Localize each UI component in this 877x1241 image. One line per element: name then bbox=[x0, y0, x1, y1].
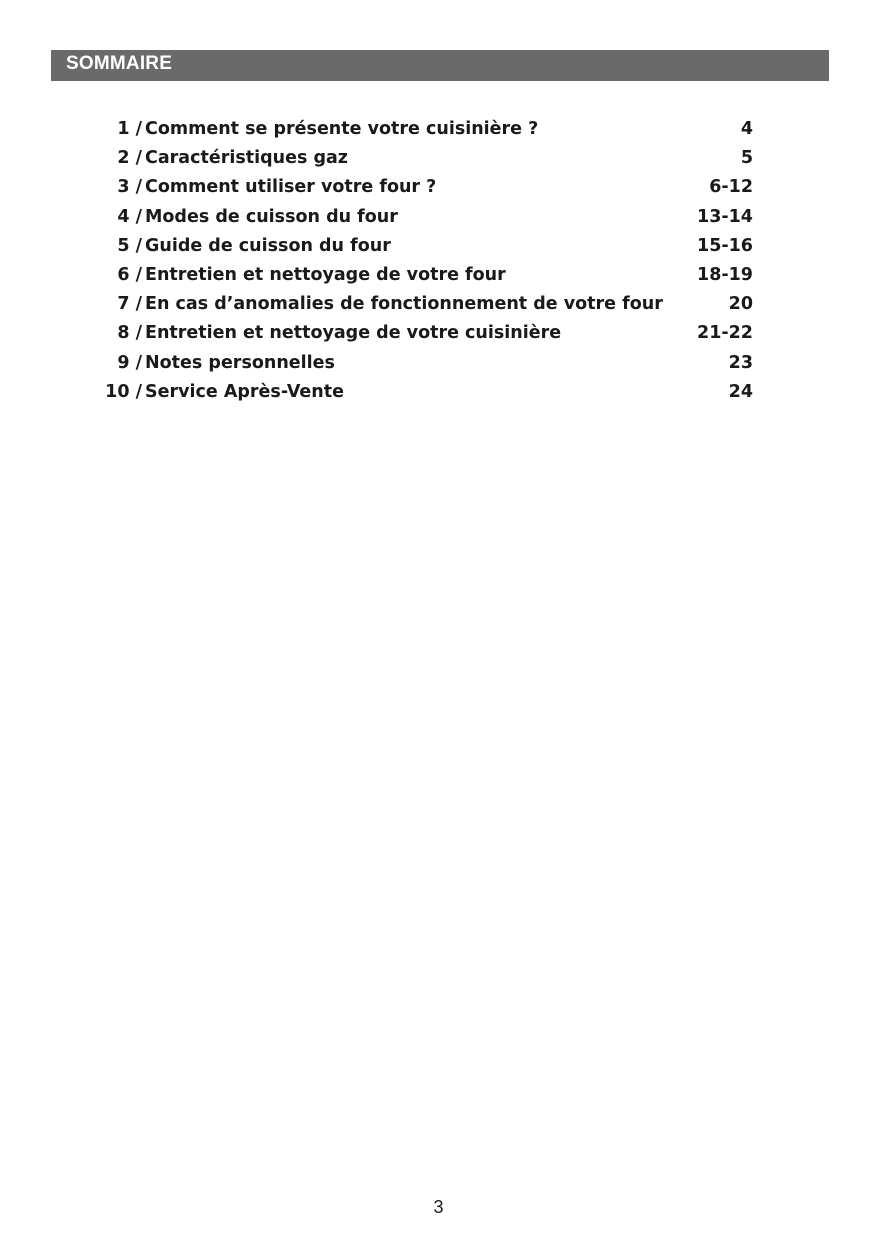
toc-entry-page: 24 bbox=[728, 381, 753, 402]
toc-entry[interactable] bbox=[0, 291, 877, 320]
toc-entry[interactable] bbox=[0, 116, 877, 145]
toc-entry[interactable] bbox=[0, 350, 877, 379]
toc-entry[interactable] bbox=[0, 174, 877, 203]
toc-entry-page: 15-16 bbox=[697, 235, 753, 256]
toc-entry-page: 20 bbox=[728, 294, 753, 315]
toc-entry-page: 13-14 bbox=[697, 206, 753, 227]
toc-entry-number: 3 / bbox=[117, 177, 142, 198]
section-title: SOMMAIRE bbox=[66, 53, 173, 74]
toc-entry-number: 8 / bbox=[117, 323, 142, 344]
toc-entry-page: 21-22 bbox=[697, 323, 753, 344]
toc-entry-page: 23 bbox=[728, 352, 753, 373]
toc-entry-number: 5 / bbox=[117, 235, 142, 256]
toc-entry[interactable] bbox=[0, 204, 877, 233]
toc-entry-title: Service Après-Vente bbox=[145, 381, 344, 402]
toc-entry-number: 4 / bbox=[117, 206, 142, 227]
toc-entry-title: Modes de cuisson du four bbox=[145, 206, 398, 227]
toc-entry[interactable] bbox=[0, 233, 877, 262]
toc-entry-title: Comment se présente votre cuisinière ? bbox=[145, 119, 539, 139]
toc-entry-title: Entretien et nettoyage de votre cuisinière bbox=[145, 323, 562, 344]
toc-entry[interactable] bbox=[0, 379, 877, 408]
table-of-contents bbox=[0, 116, 877, 408]
toc-entry-page: 18-19 bbox=[697, 264, 753, 285]
toc-entry-page: 5 bbox=[740, 148, 753, 169]
toc-entry-title: En cas d’anomalies de fonctionnement de votre four bbox=[145, 294, 663, 315]
toc-entry-number: 9 / bbox=[117, 352, 142, 373]
section-header-bar bbox=[51, 50, 829, 81]
toc-entry-page: 6-12 bbox=[709, 177, 753, 198]
toc-entry-title: Guide de cuisson du four bbox=[145, 235, 391, 256]
toc-entry[interactable] bbox=[0, 262, 877, 291]
toc-entry-page: 4 bbox=[740, 119, 753, 139]
toc-entry-title: Notes personnelles bbox=[145, 352, 335, 373]
page-number: 3 bbox=[433, 1197, 444, 1217]
toc-entry-number: 6 / bbox=[117, 264, 142, 285]
toc-entry-title: Entretien et nettoyage de votre four bbox=[145, 264, 506, 285]
toc-entry[interactable] bbox=[0, 145, 877, 174]
toc-entry-title: Caractéristiques gaz bbox=[145, 148, 348, 169]
toc-entry-number: 2 / bbox=[117, 148, 142, 169]
toc-entry-title: Comment utiliser votre four ? bbox=[145, 177, 437, 198]
toc-entry[interactable] bbox=[0, 320, 877, 349]
toc-entry-number: 7 / bbox=[117, 294, 142, 315]
toc-entry-number: 1 / bbox=[117, 119, 142, 139]
toc-entry-number: 10 / bbox=[105, 381, 142, 402]
